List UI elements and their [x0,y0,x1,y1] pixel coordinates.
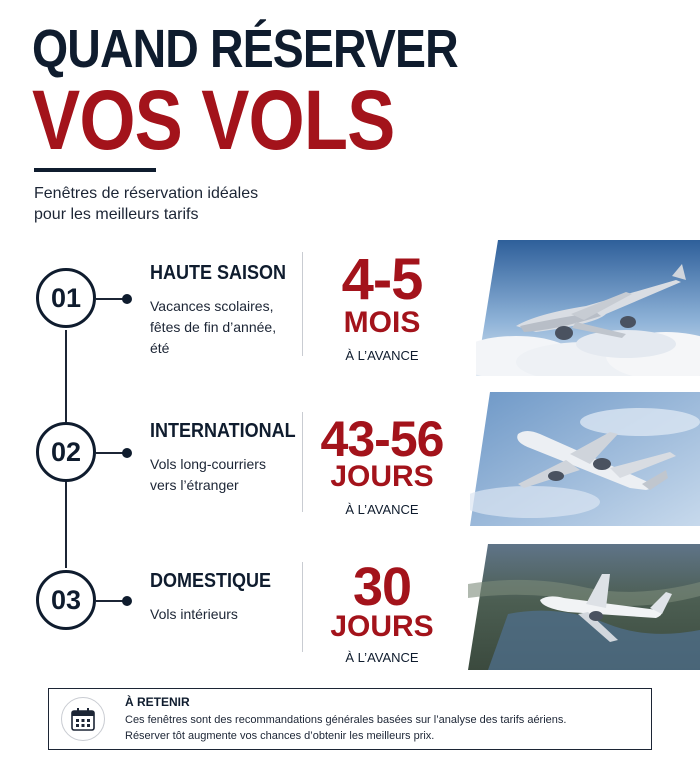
airplane-photo [468,544,700,670]
description-line: vers l’étranger [150,477,239,493]
booking-window-value: 43-56 [320,411,444,467]
calendar-icon [61,697,105,741]
booking-window-unit: JOURS [330,460,434,493]
title-line-2: VOS VOLS [32,73,395,167]
step-dot [122,448,132,458]
category-title: INTERNATIONAL [150,420,296,442]
step-dot [122,596,132,606]
separator [302,252,303,356]
subtitle-line-2: pour les meilleurs tarifs [34,206,199,223]
category-title: HAUTE SAISON [150,262,287,284]
advance-label: À L’AVANCE [345,650,419,665]
advance-label: À L’AVANCE [345,502,419,517]
advance-label: À L’AVANCE [345,348,419,363]
title-underline [34,168,156,172]
booking-window-unit: JOURS [330,610,434,643]
category-description [150,454,266,496]
subtitle-line-1: Fenêtres de réservation idéales [34,185,259,202]
note-title: À RETENIR [125,695,190,709]
note-line-1: Ces fenêtres sont des recommandations générales basées sur l’analyse des tarifs aériens. [125,714,567,726]
description-line: été [150,340,170,356]
title-line-1: QUAND RÉSERVER [32,19,458,79]
separator [302,562,303,652]
booking-window-value: 4-5 [341,247,423,312]
airplane-photo [476,240,700,376]
step-number-badge: 02 [36,422,96,482]
note-line-2: Réserver tôt augmente vos chances d’obtenir les meilleurs prix. [125,730,435,742]
description-line: Vols intérieurs [150,606,238,622]
separator [302,412,303,512]
subtitle [34,183,258,225]
note-text [125,712,566,744]
category-description [150,296,276,359]
category-description [150,604,238,625]
note-box [48,688,652,750]
step-dot [122,294,132,304]
step-number-badge: 01 [36,268,96,328]
description-line: Vacances scolaires, [150,298,274,314]
booking-window-unit: MOIS [343,306,421,339]
description-line: fêtes de fin d’année, [150,319,277,335]
booking-window-value: 30 [352,557,412,617]
airplane-photo [470,392,700,526]
description-line: Vols long-courriers [150,456,266,472]
category-title: DOMESTIQUE [150,570,272,592]
step-number-badge: 03 [36,570,96,630]
